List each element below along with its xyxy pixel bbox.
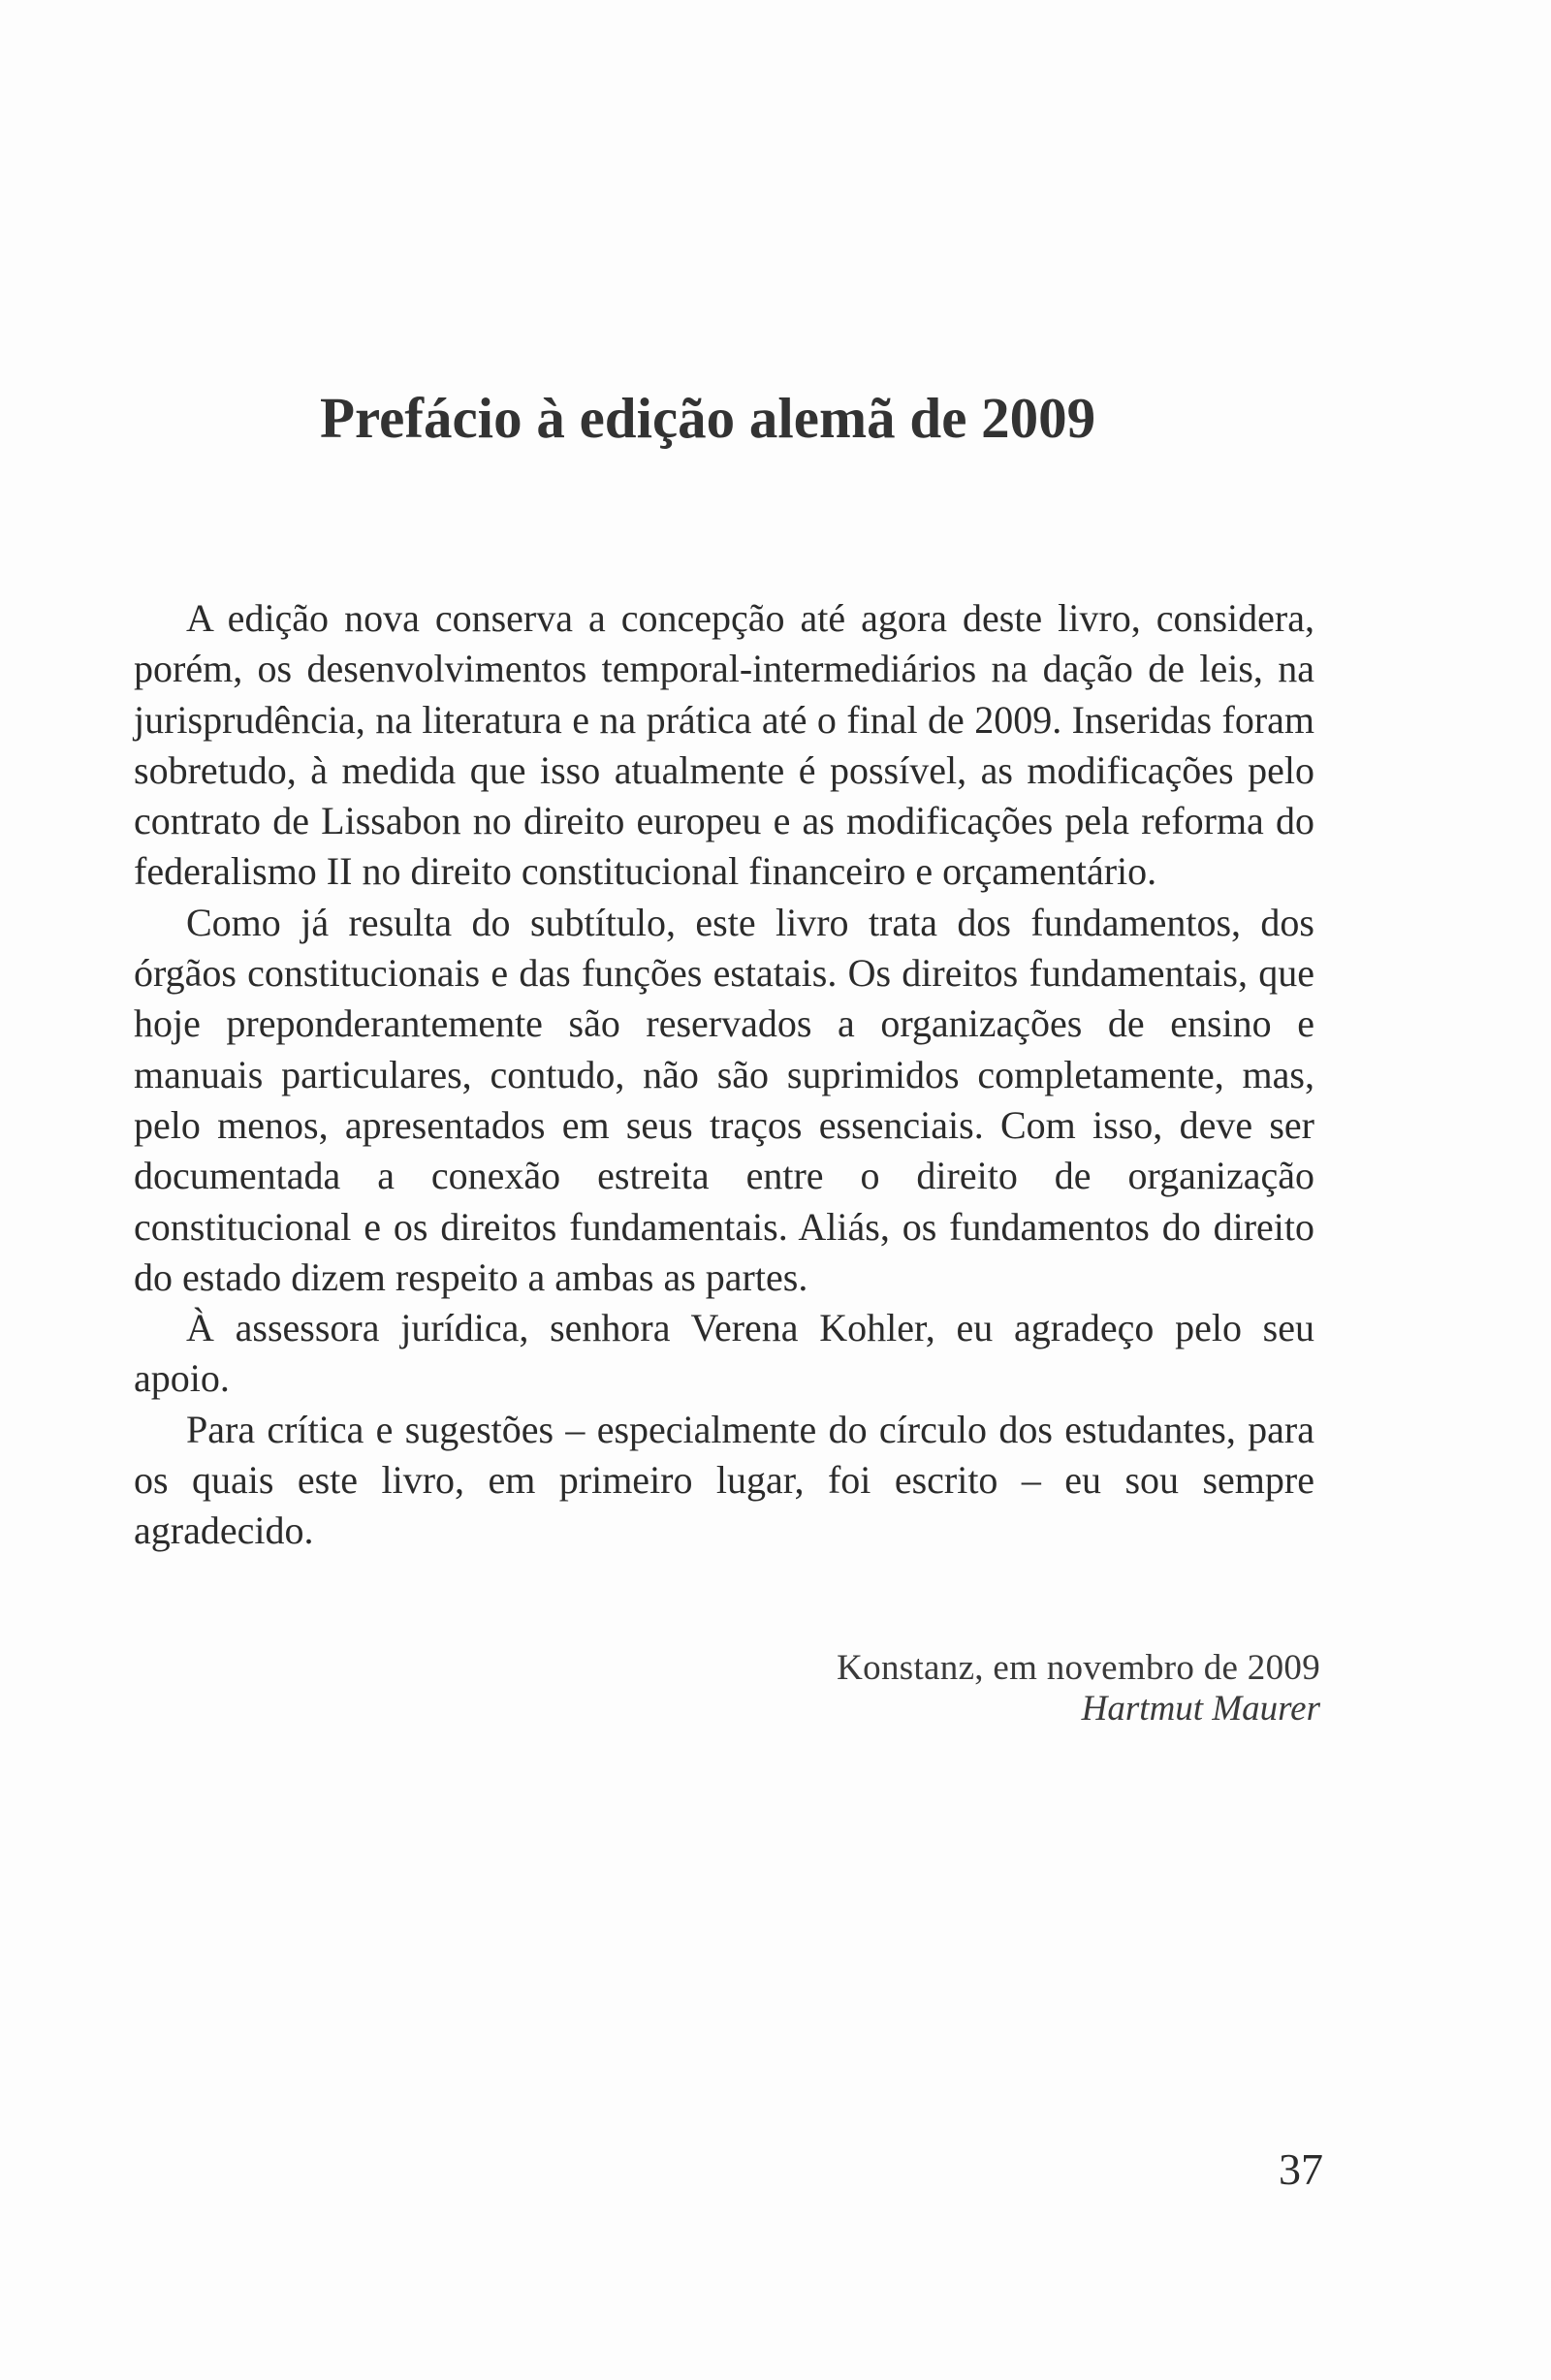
place-date: Konstanz, em novembro de 2009 <box>837 1648 1320 1688</box>
paragraph-1: A edição nova conserva a concepção até agora deste livro, considera, porém, os desenvolvimentos temporal-intermediários na dação de leis, na jurisprudência, na literatura e na prática até o final de 2009. Inseridas foram sobretudo, à medida que isso atualmente é possível, as modificações pelo contrato de Lissabon no direito europeu e as modificações pela reforma do federalismo II no direito constitucional financeiro e orçamentário. <box>134 596 1314 894</box>
author-name: Hartmut Maurer <box>1081 1689 1320 1729</box>
paragraph-2: Como já resulta do subtítulo, este livro trata dos fundamentos, dos órgãos constitucionais e das funções estatais. Os direitos fundamentais, que hoje preponderantemente são reservados a organizações de ensino e manuais particulares, contudo, não são suprimidos completamente, mas, pelo menos, apresentados em seus traços essenciais. Com isso, deve ser documentada a conexão estreita entre o direito de organização constitucional e os direitos fundamentais. Aliás, os fundamentos do direito do estado dizem respeito a ambas as partes. <box>134 900 1314 1299</box>
page-title: Prefácio à edição alemã de 2009 <box>320 386 1096 450</box>
preface-body <box>134 593 1314 1557</box>
page-number: 37 <box>1279 2144 1323 2194</box>
paragraph-4: Para crítica e sugestões – especialmente do círculo dos estudantes, para os quais este livro, em primeiro lugar, foi escrito – eu sou sempre agradecido. <box>134 1407 1314 1553</box>
paragraph-3: À assessora jurídica, senhora Verena Kohler, eu agradeço pelo seu apoio. <box>134 1306 1314 1401</box>
signature-block <box>837 1648 1320 1729</box>
